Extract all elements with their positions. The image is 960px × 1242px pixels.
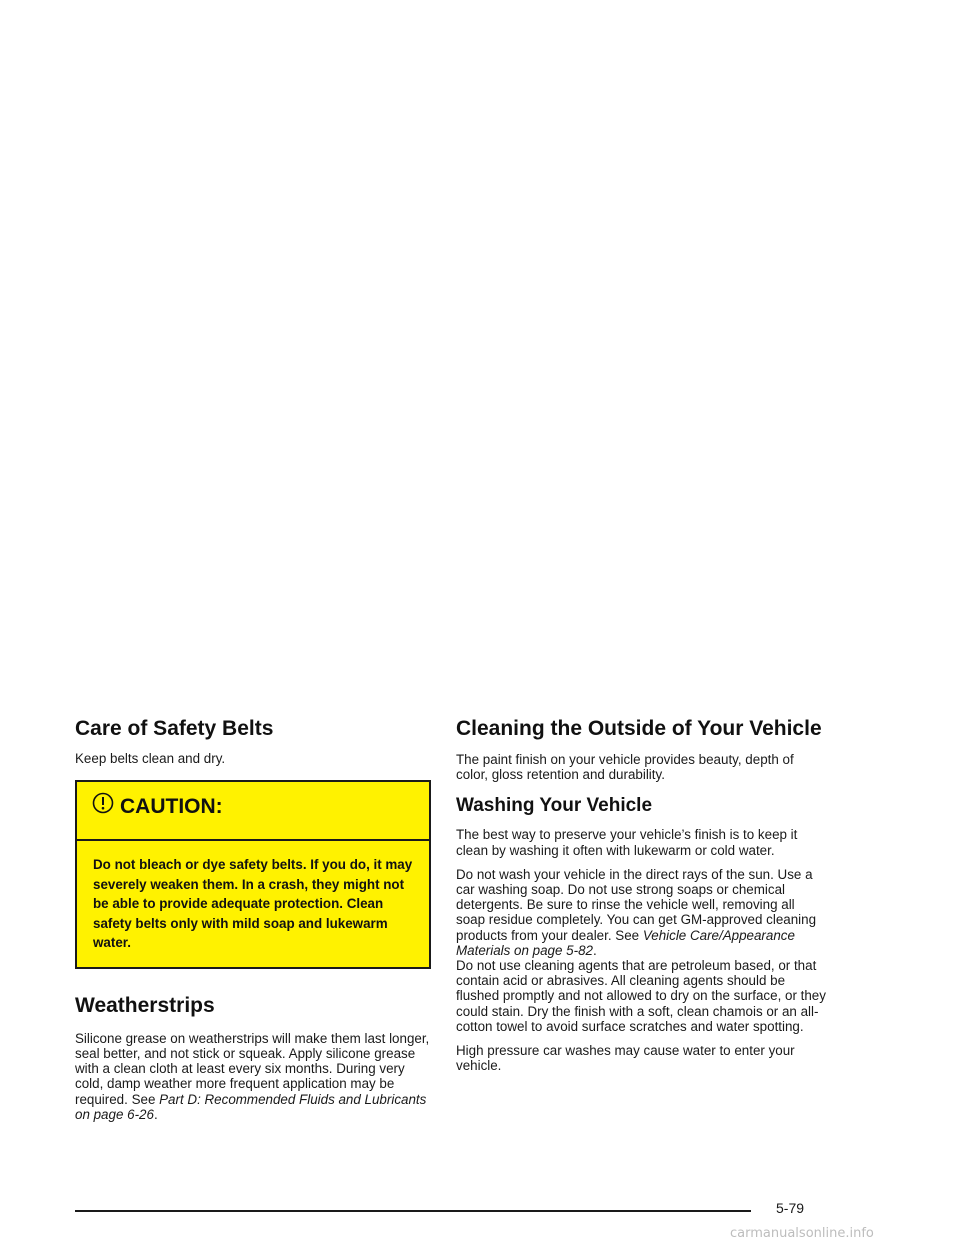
cleaning-outside-heading: Cleaning the Outside of Your Vehicle: [456, 717, 822, 740]
weatherstrips-body: Silicone grease on weatherstrips will make them last longer, seal better, and not stick or squeak. Apply silicone grease with a clean cloth at least every six months. During very cold, damp weather more frequent application may be required. See: [75, 1030, 430, 1107]
caution-title: CAUTION:: [120, 795, 223, 819]
watermark: carmanualsonline.info: [730, 1226, 874, 1241]
washing-paragraph-1: The best way to preserve your vehicle’s finish is to keep it clean by washing it often with lukewarm or cold water.: [456, 827, 798, 858]
washing-paragraph-2-body: Do not wash your vehicle in the direct rays of the sun. Use a car washing soap. Do not use strong soaps or chemical detergents. Be sure to rinse the vehicle well, removing all soap residue completely. You can get GM-approved cleaning products from your dealer. See: [456, 866, 817, 943]
washing-paragraph-2-end: .: [592, 942, 597, 958]
washing-paragraph-4: High pressure car washes may cause water to enter your vehicle.: [456, 1043, 795, 1074]
weatherstrips-text: [75, 1031, 431, 1122]
left-column: [75, 716, 431, 1122]
weatherstrips-end: .: [153, 1106, 158, 1122]
right-column: [456, 716, 826, 1073]
washing-heading: Washing Your Vehicle: [456, 795, 653, 817]
care-of-safety-belts-heading: Care of Safety Belts: [75, 717, 274, 740]
fluids-lubricants-reference: Part D: Recommended Fluids and Lubricants on page 6-26: [75, 1091, 427, 1122]
weatherstrips-heading: Weatherstrips: [75, 993, 215, 1017]
appearance-materials-reference: Vehicle Care/Appearance Materials on page 5-82: [456, 927, 795, 958]
footer-rule: [75, 1210, 751, 1212]
page-number: 5-79: [776, 1200, 805, 1216]
washing-paragraph-3: Do not use cleaning agents that are petroleum based, or that contain acid or abrasives. All cleaning agents should be flushed promptly and not allowed to dry on the surface, or they could stain. Dry the finish with a soft, clean chamois or an all-cotton towel to avoid surface scratches and water spotting.: [456, 958, 826, 1034]
washing-paragraph-2: [456, 867, 826, 958]
warning-icon: [92, 792, 114, 814]
cleaning-text: The paint finish on your vehicle provides beauty, depth of color, gloss retention and durability.: [456, 752, 794, 783]
caution-box: [75, 780, 431, 969]
caution-body: Do not bleach or dye safety belts. If you do, it may severely weaken them. In a crash, they might not be able to provide adequate protection. Clean safety belts only with mild soap and lukewarm water.: [77, 841, 429, 967]
care-text: Keep belts clean and dry.: [75, 751, 226, 766]
caution-header: [77, 782, 429, 841]
